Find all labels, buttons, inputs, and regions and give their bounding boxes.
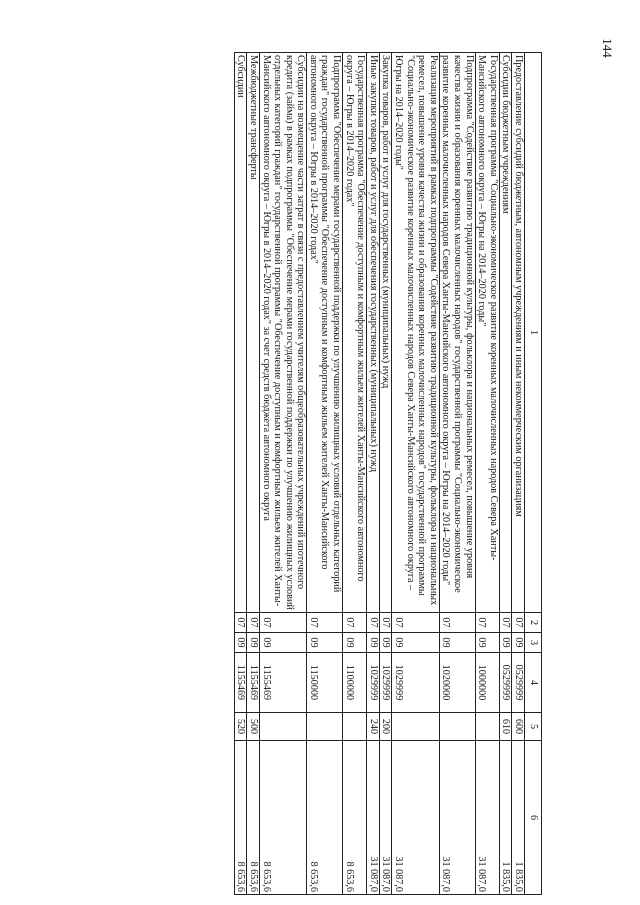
row-expense-type bbox=[307, 713, 343, 741]
row-section: 07 bbox=[439, 613, 475, 633]
row-name: Государственная программа "Обеспечение доступным и комфортным жильем жителей Ханты-Мансийского автономного округа – Югры в 2014–2020 годах" bbox=[343, 53, 367, 613]
row-target-article: 0529999 bbox=[499, 653, 512, 713]
page-number: 144 bbox=[599, 38, 615, 58]
row-name: Субсидии bbox=[234, 53, 247, 613]
row-name: Подпрограмма "Содействие развитию традиционной культуры, фольклора и национальных ремесел, повышение уровня качества жизни и образования коренных малочисленных народов" государственной программы "Социально-экономическое развитие коренных малочисленных народов Севера Ханты-Мансийского автономного округа – Югры на 2014–2020 годы" bbox=[439, 53, 475, 613]
row-name: Государственная программа "Социально-экономическое развитие коренных малочисленных народов Севера Ханты-Мансийского автономного округа – Югры на 2014–2020 годы" bbox=[475, 53, 499, 613]
row-section: 07 bbox=[379, 613, 392, 633]
table-row bbox=[247, 53, 260, 895]
col-header-amount: 6 bbox=[525, 741, 542, 895]
table-row bbox=[499, 53, 512, 895]
table-row bbox=[512, 53, 525, 895]
row-amount: 1 835,0 bbox=[499, 741, 512, 895]
row-amount: 8 653,6 bbox=[247, 741, 260, 895]
row-subsection: 09 bbox=[392, 633, 439, 653]
row-target-article: 1000000 bbox=[475, 653, 499, 713]
row-target-article: 1029999 bbox=[379, 653, 392, 713]
row-subsection: 09 bbox=[234, 633, 247, 653]
row-subsection: 09 bbox=[379, 633, 392, 653]
row-subsection: 09 bbox=[259, 633, 306, 653]
row-name: Предоставление субсидий бюджетным, автономным учреждениям и иным некоммерческим организациям bbox=[512, 53, 525, 613]
row-amount: 8 653,6 bbox=[259, 741, 306, 895]
row-section: 07 bbox=[499, 613, 512, 633]
row-expense-type bbox=[259, 713, 306, 741]
row-target-article: 1100000 bbox=[343, 653, 367, 713]
row-name: Субсидии на возмещение части затрат в связи с предоставлением учителям общеобразовательных учреждений ипотечного кредита (займа) в рамках подпрограммы "Обеспечение мерами государственной поддержки по улучшению жилищных условий отдельных категорий граждан" государственной программы "Обеспечение доступным и комфортным жильем жителей Ханты-Мансийского автономного округа – Югры в 2014–2020 годах" за счет средств бюджета автономного округа bbox=[259, 53, 306, 613]
row-subsection: 09 bbox=[343, 633, 367, 653]
row-name: Межбюджетные трансферты bbox=[247, 53, 260, 613]
row-target-article: 0529999 bbox=[512, 653, 525, 713]
row-section: 07 bbox=[367, 613, 380, 633]
header-row bbox=[525, 53, 542, 895]
row-subsection: 09 bbox=[367, 633, 380, 653]
table-row bbox=[234, 53, 247, 895]
table-row bbox=[367, 53, 380, 895]
row-expense-type bbox=[439, 713, 475, 741]
row-amount: 8 653,6 bbox=[234, 741, 247, 895]
table-row bbox=[259, 53, 306, 895]
row-target-article: 1150000 bbox=[307, 653, 343, 713]
row-target-article: 1155469 bbox=[234, 653, 247, 713]
row-subsection: 09 bbox=[439, 633, 475, 653]
col-header-section: 2 bbox=[525, 613, 542, 633]
row-section: 07 bbox=[392, 613, 439, 633]
row-section: 07 bbox=[259, 613, 306, 633]
row-amount: 31 087,0 bbox=[379, 741, 392, 895]
row-expense-type: 500 bbox=[247, 713, 260, 741]
row-expense-type bbox=[475, 713, 499, 741]
col-header-name: 1 bbox=[525, 53, 542, 613]
row-name: Иные закупки товаров, работ и услуг для обеспечения государственных (муниципальных) нужд bbox=[367, 53, 380, 613]
row-amount: 8 653,6 bbox=[307, 741, 343, 895]
row-amount: 1 835,0 bbox=[512, 741, 525, 895]
row-subsection: 09 bbox=[307, 633, 343, 653]
row-expense-type: 240 bbox=[367, 713, 380, 741]
row-section: 07 bbox=[343, 613, 367, 633]
col-header-expense-type: 5 bbox=[525, 713, 542, 741]
row-section: 07 bbox=[247, 613, 260, 633]
col-header-target-article: 4 bbox=[525, 653, 542, 713]
table-row bbox=[379, 53, 392, 895]
table-row bbox=[439, 53, 475, 895]
row-expense-type bbox=[343, 713, 367, 741]
row-target-article: 1029999 bbox=[392, 653, 439, 713]
table-row bbox=[307, 53, 343, 895]
row-amount: 8 653,6 bbox=[343, 741, 367, 895]
row-name: Реализация мероприятий в рамках подпрограммы "Содействие развитию традиционной культуры, фольклора и национальных ремесел, повышение уровня качества жизни и образования коренных малочисленных народов" государственной программы "Социально-экономическое развитие коренных малочисленных народов Севера Ханты-Мансийского автономного округа – Югры на 2014–2020 годы" bbox=[392, 53, 439, 613]
row-name: Подпрограмма "Обеспечение мерами государственной поддержки по улучшению жилищных условий отдельных категорий граждан" государственной программы "Обеспечение доступным и комфортным жильем жителей Ханты-Мансийского автономного округа – Югры в 2014–2020 годах" bbox=[307, 53, 343, 613]
table-row bbox=[392, 53, 439, 895]
row-section: 07 bbox=[234, 613, 247, 633]
row-target-article: 1155469 bbox=[259, 653, 306, 713]
row-amount: 31 087,0 bbox=[392, 741, 439, 895]
col-header-subsection: 3 bbox=[525, 633, 542, 653]
row-target-article: 1020000 bbox=[439, 653, 475, 713]
row-amount: 31 087,0 bbox=[367, 741, 380, 895]
row-target-article: 1029999 bbox=[367, 653, 380, 713]
row-subsection: 09 bbox=[247, 633, 260, 653]
row-name: Субсидии бюджетным учреждениям bbox=[499, 53, 512, 613]
row-section: 07 bbox=[307, 613, 343, 633]
table-row bbox=[475, 53, 499, 895]
row-section: 07 bbox=[512, 613, 525, 633]
row-expense-type: 520 bbox=[234, 713, 247, 741]
row-expense-type: 610 bbox=[499, 713, 512, 741]
row-expense-type: 600 bbox=[512, 713, 525, 741]
row-section: 07 bbox=[475, 613, 499, 633]
table-row bbox=[343, 53, 367, 895]
row-name: Закупка товаров, работ и услуг для государственных (муниципальных) нужд bbox=[379, 53, 392, 613]
row-target-article: 1155469 bbox=[247, 653, 260, 713]
row-subsection: 09 bbox=[499, 633, 512, 653]
row-expense-type bbox=[392, 713, 439, 741]
row-expense-type: 200 bbox=[379, 713, 392, 741]
row-subsection: 09 bbox=[475, 633, 499, 653]
row-amount: 31 087,0 bbox=[475, 741, 499, 895]
row-amount: 31 087,0 bbox=[439, 741, 475, 895]
budget-table bbox=[234, 52, 542, 895]
row-subsection: 09 bbox=[512, 633, 525, 653]
rotated-page bbox=[84, 52, 542, 894]
